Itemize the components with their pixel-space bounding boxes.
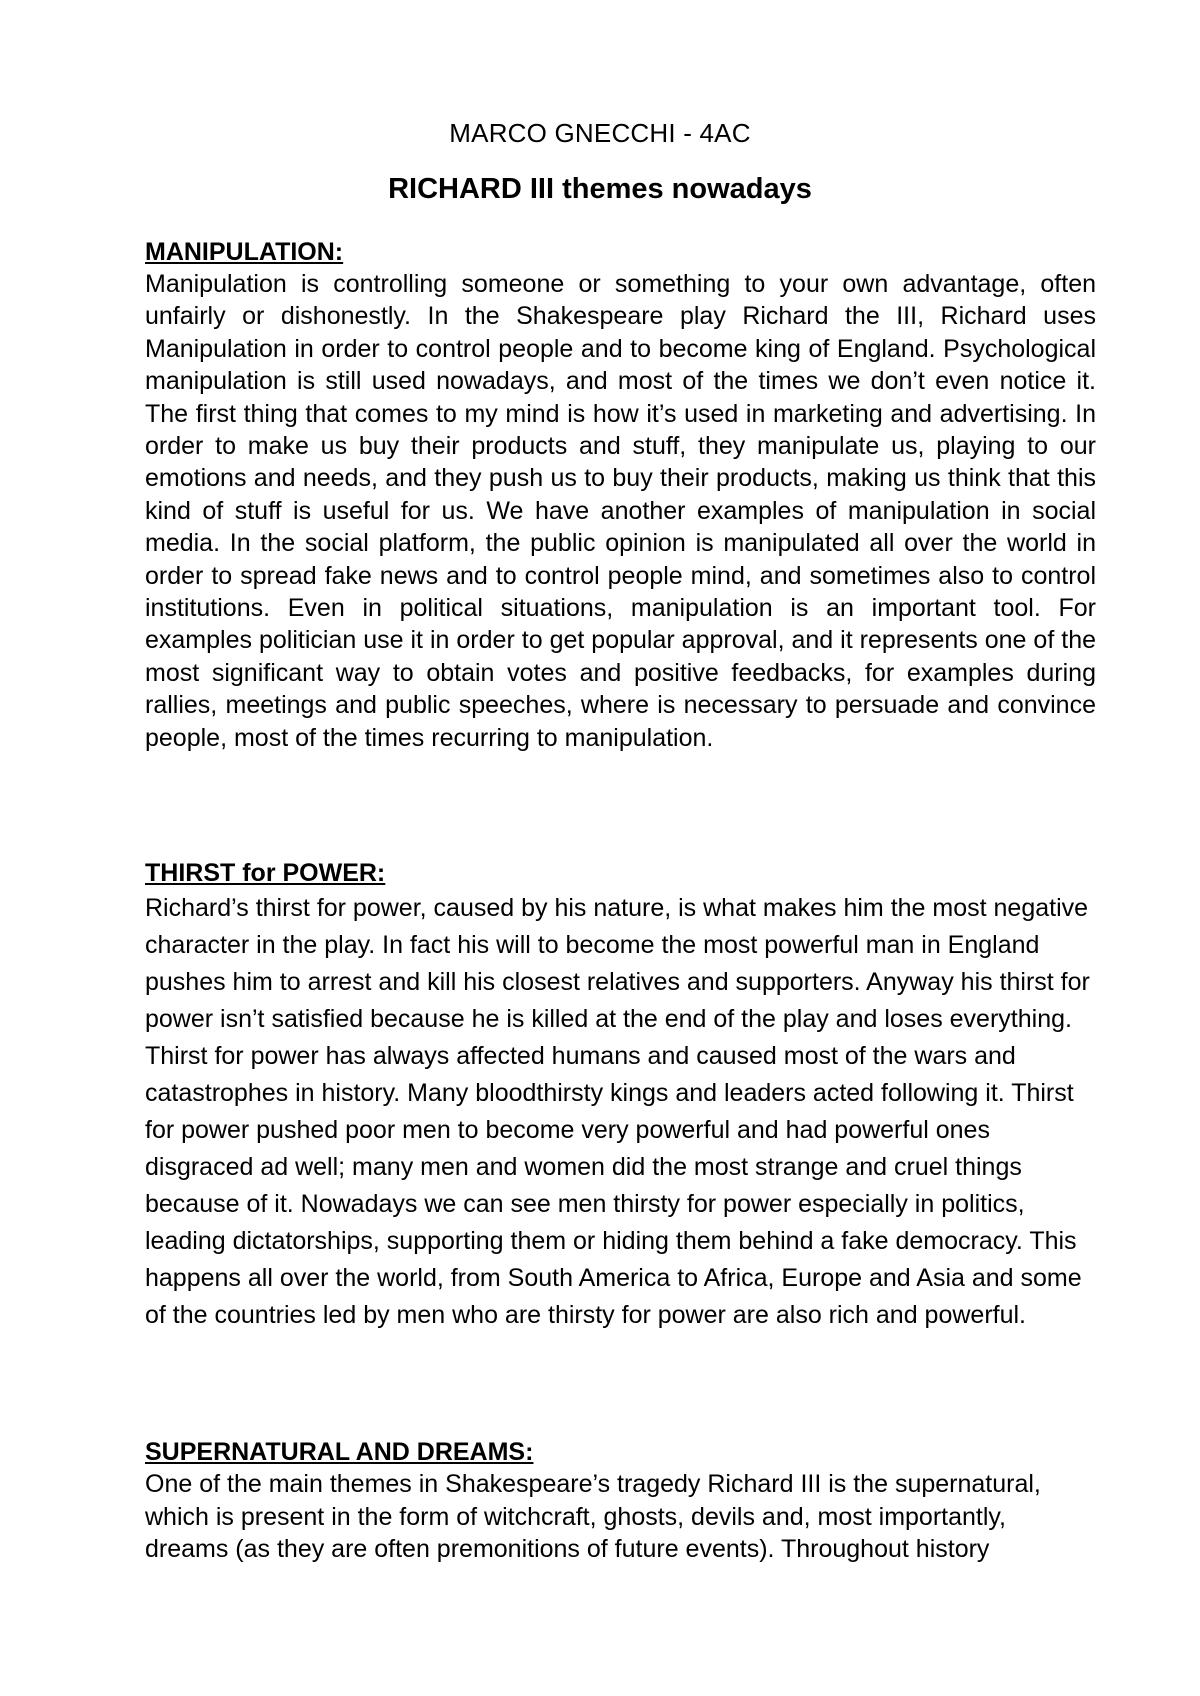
- section-paragraph: Richard’s thirst for power, caused by his nature, is what makes him the most negative character in the play. In fact his will to become the most powerful man in England pushes him to arrest and kill his closest relatives and supporters. Anyway his thirst for power isn’t satisfied because he is killed at the end of the play and loses everything.: [145, 894, 1090, 1033]
- section-manipulation: [145, 236, 1096, 754]
- section-thirst-for-power: [145, 856, 1096, 1334]
- section-paragraph: One of the main themes in Shakespeare’s tragedy Richard III is the supernatural, which is present in the form of witchcraft, ghosts, devils and, most importantly, dreams (as they are often premonitions of future events). Throughout history: [145, 1470, 1041, 1564]
- section-paragraph: Manipulation is controlling someone or something to your own advantage, often unfairly or dishonestly. In the Shakespeare play Richard the III, Richard uses Manipulation in order to control people and to become king of England. Psychological manipulation is still used nowadays, and most of the times we don’t even notice it. The first thing that comes to my mind is how it’s used in marketing and advertising. In order to make us buy their products and stuff, they manipulate us, playing to our emotions and needs, and they push us to buy their products, making us think that this kind of stuff is useful for us. We have another examples of manipulation in social media. In the social platform, the public opinion is manipulated all over the world in order to spread fake news and to control people mind, and sometimes also to control institutions. Even in political situations, manipulation is an important tool. For examples politician use it in order to get popular approval, and it represents one of the most significant way to obtain votes and positive feedbacks, for examples during rallies, meetings and public speeches, where is necessary to persuade and convince people, most of the times recurring to manipulation.: [145, 270, 1096, 752]
- section-paragraph: Thirst for power has always affected humans and caused most of the wars and catastrophes in history. Many bloodthirsty kings and leaders acted following it. Thirst for power pushed poor men to become very powerful and had powerful ones disgraced ad well; many men and women did the most strange and cruel things because of it. Nowadays we can see men thirsty for power especially in politics, leading dictatorships, supporting them or hiding them behind a fake democracy. This happens all over the world, from South America to Africa, Europe and Asia and some of the countries led by men who are thirsty for power are also rich and powerful.: [145, 1042, 1082, 1329]
- section-supernatural-and-dreams: [145, 1436, 1096, 1566]
- section-heading: THIRST for POWER:: [145, 859, 386, 887]
- section-heading: MANIPULATION:: [145, 238, 344, 266]
- section-heading: SUPERNATURAL AND DREAMS:: [145, 1438, 534, 1466]
- document-title: RICHARD III themes nowadays: [388, 173, 812, 205]
- author-line: MARCO GNECCHI - 4AC: [449, 118, 751, 148]
